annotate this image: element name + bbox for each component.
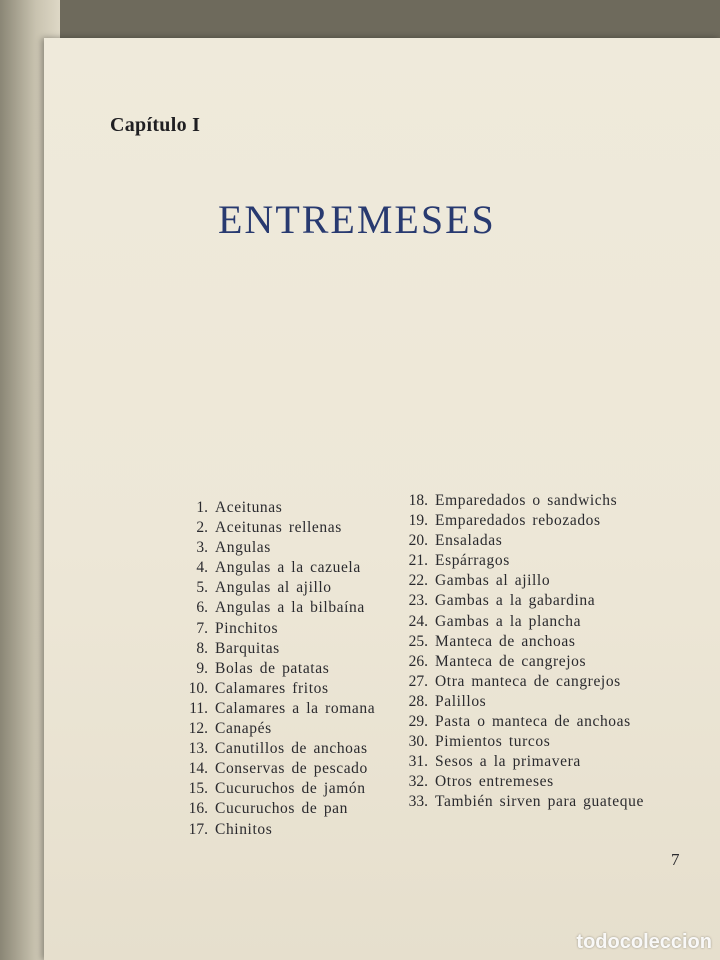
list-item — [384, 551, 644, 571]
list-item — [384, 591, 644, 611]
item-label: Angulas — [215, 539, 271, 557]
item-number: 15. — [188, 780, 208, 798]
list-item — [164, 538, 375, 558]
item-label: Cucuruchos de pan — [215, 800, 349, 818]
list-item — [164, 639, 375, 659]
list-item — [164, 799, 375, 819]
item-label: Aceitunas rellenas — [215, 519, 342, 537]
item-label: Otros entremeses — [435, 773, 554, 791]
item-label: Ensaladas — [435, 532, 503, 550]
item-number: 11. — [189, 699, 208, 717]
item-number: 23. — [408, 592, 428, 610]
item-label: Angulas a la bilbaína — [215, 599, 365, 617]
book-page — [44, 38, 720, 960]
list-item — [164, 699, 375, 719]
item-label: Manteca de anchoas — [435, 632, 576, 650]
item-number: 1. — [196, 499, 208, 516]
list-item — [164, 719, 375, 739]
item-number: 4. — [196, 559, 208, 577]
list-item — [384, 712, 644, 732]
item-label: Canutillos de anchoas — [215, 740, 368, 758]
list-item — [164, 578, 375, 598]
item-label: Espárragos — [435, 552, 510, 570]
list-item — [384, 772, 644, 792]
list-item — [164, 619, 375, 639]
item-number: 5. — [196, 579, 208, 597]
item-number: 8. — [196, 639, 208, 657]
item-number: 31. — [408, 753, 428, 771]
list-item — [384, 692, 644, 712]
list-item — [164, 779, 375, 799]
item-number: 20. — [408, 532, 428, 550]
list-item — [164, 518, 375, 538]
item-label: Gambas a la plancha — [435, 612, 582, 630]
page-number: 7 — [671, 850, 680, 869]
list-item — [164, 659, 375, 679]
item-label: Angulas al ajillo — [215, 579, 332, 597]
section-title: ENTREMESES — [218, 197, 496, 242]
list-item — [384, 632, 644, 652]
item-label: Chinitos — [215, 820, 273, 838]
item-number: 19. — [408, 512, 428, 530]
item-number: 16. — [188, 800, 208, 818]
item-label: Manteca de cangrejos — [435, 652, 587, 670]
list-item — [164, 598, 375, 618]
item-number: 7. — [196, 619, 208, 637]
item-label: Cucuruchos de jamón — [215, 780, 366, 798]
item-label: Otra manteca de cangrejos — [435, 672, 621, 690]
list-item — [164, 759, 375, 779]
item-label: Calamares a la romana — [215, 699, 376, 717]
item-label: Palillos — [435, 692, 487, 710]
item-label: Emparedados rebozados — [435, 512, 601, 530]
list-item — [384, 571, 644, 591]
item-number: 24. — [408, 612, 428, 630]
item-number: 32. — [408, 773, 428, 791]
item-label: Gambas al ajillo — [435, 572, 551, 590]
item-number: 3. — [196, 539, 208, 557]
item-label: Angulas a la cazuela — [215, 559, 361, 577]
item-number: 18. — [408, 492, 428, 509]
item-number: 29. — [408, 713, 428, 731]
item-number: 2. — [196, 519, 208, 537]
list-item — [164, 558, 375, 578]
list-item — [164, 679, 375, 699]
list-item — [384, 491, 644, 511]
chapter-heading: Capítulo I — [110, 114, 201, 136]
list-item — [164, 498, 375, 518]
item-number: 17. — [188, 820, 208, 838]
list-item — [384, 652, 644, 672]
list-item — [384, 752, 644, 772]
item-number: 10. — [188, 679, 208, 697]
list-item — [384, 732, 644, 752]
list-item — [164, 739, 375, 759]
item-number: 14. — [188, 760, 208, 778]
item-label: Calamares fritos — [215, 679, 329, 697]
item-number: 21. — [408, 552, 428, 570]
list-item — [384, 792, 644, 812]
item-label: Aceitunas — [215, 499, 283, 516]
list-item — [384, 511, 644, 531]
item-number: 26. — [408, 652, 428, 670]
list-item — [384, 612, 644, 632]
item-number: 12. — [188, 720, 208, 738]
list-item — [164, 820, 375, 840]
item-label: Pinchitos — [215, 619, 279, 637]
recipe-list-left — [164, 498, 375, 840]
list-item — [384, 672, 644, 692]
item-label: También sirven para guateque — [435, 793, 644, 811]
item-label: Pasta o manteca de anchoas — [435, 713, 631, 731]
item-number: 6. — [196, 599, 208, 617]
watermark-logo: todocoleccion — [576, 931, 712, 953]
item-label: Canapés — [215, 720, 272, 738]
item-label: Emparedados o sandwichs — [435, 492, 618, 509]
item-number: 13. — [188, 740, 208, 758]
item-number: 9. — [196, 659, 208, 677]
item-number: 30. — [408, 733, 428, 751]
item-number: 27. — [408, 672, 428, 690]
item-label: Sesos a la primavera — [435, 753, 581, 771]
item-number: 22. — [408, 572, 428, 590]
recipe-list-right — [384, 491, 644, 813]
item-number: 33. — [408, 793, 428, 811]
item-label: Bolas de patatas — [215, 659, 330, 677]
item-label: Pimientos turcos — [435, 733, 551, 751]
item-number: 25. — [408, 632, 428, 650]
item-label: Barquitas — [215, 639, 280, 657]
list-item — [384, 531, 644, 551]
item-label: Conservas de pescado — [215, 760, 368, 778]
item-number: 28. — [408, 692, 428, 710]
item-label: Gambas a la gabardina — [435, 592, 596, 610]
